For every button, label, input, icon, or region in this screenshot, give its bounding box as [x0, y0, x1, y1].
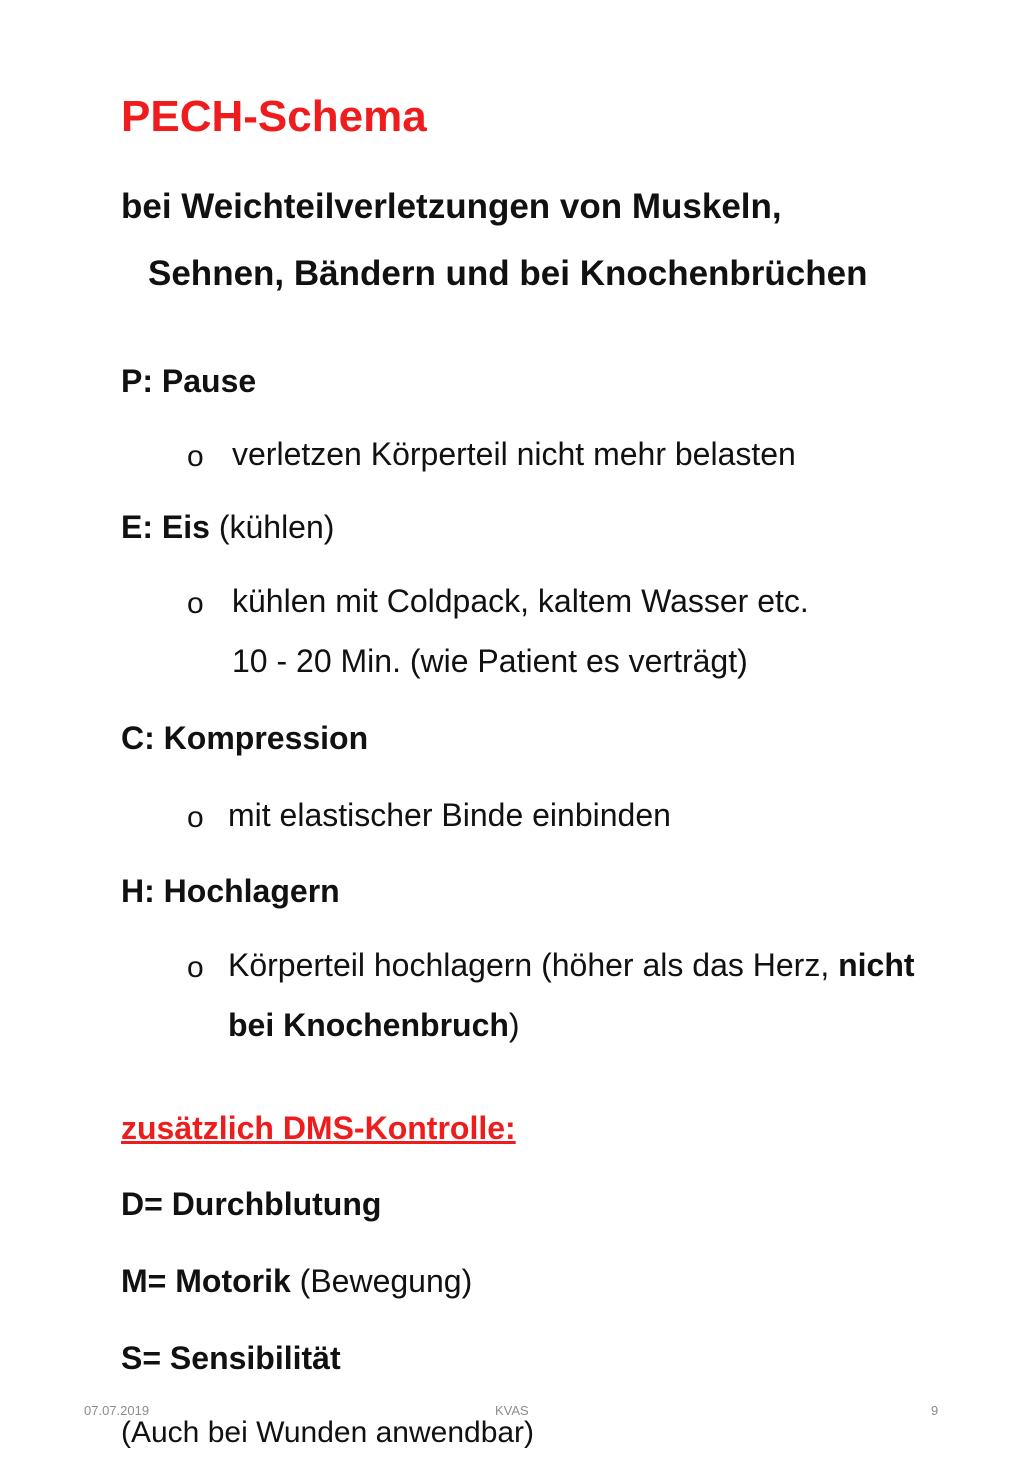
- heading-hochlagern: H: Hochlagern: [121, 873, 340, 909]
- heading-eis-extra: (kühlen): [209, 509, 335, 545]
- bullet-marker: o: [187, 587, 204, 620]
- heading-kompression: C: Kompression: [121, 720, 369, 756]
- subtitle-line-1: bei Weichteilverletzungen von Muskeln,: [121, 187, 782, 226]
- bullet-marker: o: [187, 801, 204, 834]
- eis-bullet-text: kühlen mit Coldpack, kaltem Wasser etc.: [232, 583, 809, 619]
- dms-item-motorik-extra: (Bewegung): [290, 1263, 473, 1299]
- dms-note: (Auch bei Wunden anwendbar): [121, 1416, 535, 1449]
- heading-pause: P: Pause: [121, 363, 257, 399]
- dms-item-motorik-term: M= Motorik: [121, 1263, 291, 1299]
- bullet-marker: o: [187, 951, 204, 984]
- footer-date: 07.07.2019: [84, 1403, 150, 1418]
- hochlagern-bullet-line-2-bold: bei Knochenbruch: [228, 1007, 509, 1043]
- footer-page-number: 9: [931, 1403, 939, 1418]
- pause-bullet-text: verletzen Körperteil nicht mehr belasten: [232, 436, 796, 472]
- dms-heading: zusätzlich DMS-Kontrolle:: [121, 1110, 516, 1146]
- hochlagern-bullet-line-2-rest: ): [508, 1007, 520, 1043]
- subtitle-line-2: Sehnen, Bändern und bei Knochenbrüchen: [148, 254, 868, 293]
- dms-item-motorik: [121, 1263, 472, 1300]
- dms-item-sensibilitaet: S= Sensibilität: [121, 1340, 341, 1376]
- bullet-marker: o: [187, 440, 204, 473]
- eis-bullet-text-line-2: 10 - 20 Min. (wie Patient es verträgt): [232, 643, 748, 679]
- footer-center: KVAS: [495, 1403, 529, 1418]
- heading-eis: [121, 509, 334, 546]
- page-title: PECH-Schema: [121, 92, 427, 141]
- hochlagern-bullet-line-2: [228, 1007, 520, 1044]
- kompression-bullet-text: mit elastischer Binde einbinden: [228, 797, 671, 833]
- dms-item-durchblutung: D= Durchblutung: [121, 1186, 382, 1222]
- hochlagern-bullet-main: Körperteil hochlagern (höher als das Herz,: [228, 947, 839, 983]
- heading-eis-label: E: Eis: [121, 509, 210, 545]
- hochlagern-bullet-bold: nicht: [838, 947, 915, 983]
- hochlagern-bullet-text: [228, 947, 915, 984]
